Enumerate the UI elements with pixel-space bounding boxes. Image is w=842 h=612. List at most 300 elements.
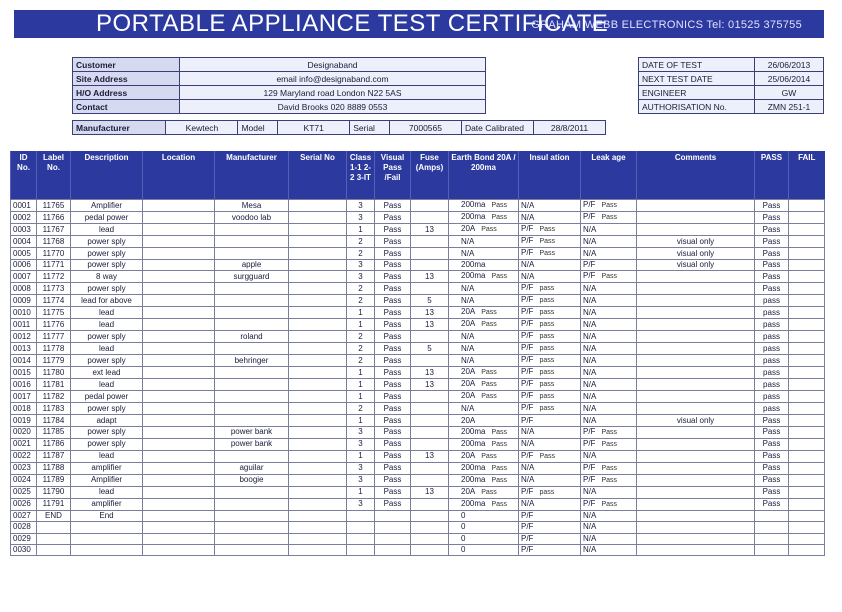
- cell-class: 1: [347, 450, 375, 462]
- cell-visual: Pass: [375, 367, 411, 379]
- cell-label: 11783: [37, 403, 71, 415]
- cell-visual: Pass: [375, 283, 411, 295]
- cell-fail: [789, 533, 825, 544]
- test-info-row: [639, 58, 824, 72]
- cell-earth-bond: [449, 379, 519, 391]
- earth-result: Pass: [491, 440, 508, 448]
- cell-location: [143, 271, 215, 283]
- insulation-value: N/A: [521, 475, 535, 485]
- cell-pass: pass: [755, 319, 789, 331]
- cell-id: 0022: [11, 450, 37, 462]
- serial-label: Serial: [350, 121, 390, 135]
- cell-class: [347, 510, 375, 521]
- title-banner: [14, 10, 824, 38]
- cell-serial: [289, 415, 347, 426]
- cell-fail: [789, 462, 825, 474]
- cell-fuse: 13: [411, 307, 449, 319]
- insulation-result: pass: [539, 285, 555, 293]
- cell-class: [347, 533, 375, 544]
- cell-class: 2: [347, 403, 375, 415]
- cell-serial: [289, 307, 347, 319]
- info-value: 129 Maryland road London N22 5AS: [180, 86, 486, 100]
- cell-manufacturer: [215, 295, 289, 307]
- cell-insulation: [519, 474, 581, 486]
- cell-manufacturer: [215, 236, 289, 248]
- cell-earth-bond: [449, 498, 519, 510]
- cell-id: 0016: [11, 379, 37, 391]
- cell-insulation: [519, 544, 581, 555]
- insulation-value: N/A: [521, 463, 535, 473]
- table-row: [11, 474, 825, 486]
- insulation-result: pass: [539, 321, 555, 329]
- cell-manufacturer: boogie: [215, 474, 289, 486]
- earth-value: 200ma: [461, 438, 486, 448]
- cell-label: 11786: [37, 438, 71, 450]
- cell-visual: Pass: [375, 331, 411, 343]
- insulation-result: pass: [539, 309, 555, 317]
- cell-manufacturer: aguilar: [215, 462, 289, 474]
- test-info-row: [639, 100, 824, 114]
- cell-comments: [637, 343, 755, 355]
- test-info-label: DATE OF TEST: [639, 58, 755, 72]
- cell-earth-bond: [449, 260, 519, 271]
- cell-class: [347, 544, 375, 555]
- cell-description: power sply: [71, 426, 143, 438]
- cell-leakage: [581, 367, 637, 379]
- cell-pass: Pass: [755, 248, 789, 260]
- cell-earth-bond: [449, 486, 519, 498]
- leakage-value: P/F: [583, 212, 596, 221]
- leakage-value: N/A: [583, 224, 597, 234]
- cell-leakage: [581, 391, 637, 403]
- earth-value: 200ma: [461, 200, 486, 209]
- cell-description: lead: [71, 343, 143, 355]
- cell-insulation: [519, 331, 581, 343]
- leakage-result: Pass: [601, 476, 618, 484]
- earth-value: 20A: [461, 367, 476, 377]
- cell-visual: Pass: [375, 343, 411, 355]
- insulation-result: Pass: [539, 250, 556, 257]
- insulation-value: P/F: [521, 545, 534, 555]
- insulation-value: N/A: [521, 212, 535, 222]
- cell-description: Amplifier: [71, 200, 143, 212]
- cell-label: 11777: [37, 331, 71, 343]
- cell-location: [143, 260, 215, 271]
- cell-description: power sply: [71, 260, 143, 271]
- cell-class: 1: [347, 379, 375, 391]
- cell-visual: [375, 522, 411, 533]
- earth-value: 20A: [461, 415, 476, 425]
- cell-comments: [637, 379, 755, 391]
- cell-location: [143, 486, 215, 498]
- cell-insulation: [519, 271, 581, 283]
- cell-insulation: [519, 450, 581, 462]
- insulation-result: Pass: [539, 238, 556, 245]
- calibrated-label: Date Calibrated: [461, 121, 533, 135]
- cell-leakage: [581, 438, 637, 450]
- cell-fail: [789, 415, 825, 426]
- insulation-value: P/F: [521, 319, 534, 329]
- table-row: [11, 295, 825, 307]
- cell-fuse: [411, 522, 449, 533]
- cell-leakage: [581, 271, 637, 283]
- cell-earth-bond: [449, 426, 519, 438]
- cell-class: 2: [347, 283, 375, 295]
- customer-info-row: [73, 100, 486, 114]
- cell-class: 1: [347, 367, 375, 379]
- cell-fail: [789, 331, 825, 343]
- cell-insulation: [519, 355, 581, 367]
- cell-id: 0007: [11, 271, 37, 283]
- cell-leakage: [581, 224, 637, 236]
- cell-earth-bond: [449, 319, 519, 331]
- cell-visual: Pass: [375, 200, 411, 212]
- cell-class: 1: [347, 319, 375, 331]
- cell-serial: [289, 426, 347, 438]
- cell-fail: [789, 367, 825, 379]
- cell-label: 11774: [37, 295, 71, 307]
- cell-description: power sply: [71, 438, 143, 450]
- table-row: [11, 391, 825, 403]
- earth-value: 20A: [461, 391, 476, 401]
- leakage-value: N/A: [583, 510, 597, 520]
- cell-id: 0026: [11, 498, 37, 510]
- earth-value: 0: [461, 510, 466, 520]
- cell-insulation: [519, 200, 581, 212]
- insulation-value: N/A: [521, 499, 535, 509]
- earth-result: Pass: [481, 393, 497, 401]
- column-header: Leak age: [581, 151, 637, 200]
- cell-leakage: [581, 510, 637, 521]
- earth-value: 200ma: [461, 212, 486, 221]
- cell-id: 0030: [11, 544, 37, 555]
- cell-serial: [289, 403, 347, 415]
- cell-pass: Pass: [755, 212, 789, 224]
- cell-visual: Pass: [375, 236, 411, 248]
- cell-description: End: [71, 510, 143, 521]
- cell-label: [37, 522, 71, 533]
- insulation-result: Pass: [539, 452, 556, 460]
- insulation-result: pass: [539, 297, 555, 305]
- cell-comments: visual only: [637, 260, 755, 271]
- cell-pass: Pass: [755, 498, 789, 510]
- cell-class: 3: [347, 498, 375, 510]
- cell-leakage: [581, 355, 637, 367]
- insulation-value: P/F: [521, 533, 534, 543]
- model-label: Model: [238, 121, 278, 135]
- cell-label: 11775: [37, 307, 71, 319]
- earth-result: Pass: [491, 202, 508, 209]
- cell-manufacturer: [215, 533, 289, 544]
- cell-fuse: 13: [411, 367, 449, 379]
- cell-fuse: [411, 426, 449, 438]
- cell-leakage: [581, 295, 637, 307]
- cell-earth-bond: [449, 510, 519, 521]
- cell-earth-bond: [449, 415, 519, 426]
- column-header: Class 1-1 2-2 3-IT: [347, 151, 375, 200]
- cell-comments: [637, 283, 755, 295]
- earth-result: Pass: [481, 381, 497, 389]
- insulation-value: N/A: [521, 260, 535, 270]
- insulation-result: pass: [539, 488, 555, 496]
- cell-comments: visual only: [637, 415, 755, 426]
- cell-earth-bond: [449, 544, 519, 555]
- cell-label: 11781: [37, 379, 71, 391]
- cell-pass: Pass: [755, 236, 789, 248]
- cell-serial: [289, 510, 347, 521]
- cell-serial: [289, 343, 347, 355]
- cell-comments: [637, 486, 755, 498]
- leakage-value: N/A: [583, 343, 597, 353]
- cell-label: [37, 533, 71, 544]
- table-row: [11, 367, 825, 379]
- cell-comments: [637, 331, 755, 343]
- cell-insulation: [519, 295, 581, 307]
- cell-insulation: [519, 283, 581, 295]
- cell-visual: [375, 533, 411, 544]
- cell-location: [143, 343, 215, 355]
- cell-fuse: [411, 200, 449, 212]
- serial-value: 7000565: [389, 121, 461, 135]
- cell-serial: [289, 200, 347, 212]
- cell-pass: Pass: [755, 260, 789, 271]
- calibrated-value: 28/8/2011: [533, 121, 605, 135]
- cell-insulation: [519, 522, 581, 533]
- cell-comments: [637, 510, 755, 521]
- cell-insulation: [519, 236, 581, 248]
- cell-manufacturer: voodoo lab: [215, 212, 289, 224]
- earth-value: 0: [461, 522, 466, 532]
- earth-value: N/A: [461, 283, 475, 293]
- cell-label: 11779: [37, 355, 71, 367]
- cell-label: 11768: [37, 236, 71, 248]
- cell-label: 11782: [37, 391, 71, 403]
- test-info-label: ENGINEER: [639, 86, 755, 100]
- column-header: Manufacturer: [215, 151, 289, 200]
- cell-fuse: 5: [411, 295, 449, 307]
- cell-visual: [375, 510, 411, 521]
- manufacturer-label: Manufacturer: [73, 121, 166, 135]
- cell-insulation: [519, 498, 581, 510]
- manufacturer-info-table: [72, 120, 606, 135]
- insulation-value: P/F: [521, 367, 534, 377]
- cell-leakage: [581, 474, 637, 486]
- cell-id: 0027: [11, 510, 37, 521]
- cell-id: 0025: [11, 486, 37, 498]
- earth-value: N/A: [461, 331, 475, 341]
- table-row: [11, 307, 825, 319]
- cell-earth-bond: [449, 307, 519, 319]
- cell-comments: [637, 271, 755, 283]
- table-row: [11, 271, 825, 283]
- cell-fuse: [411, 403, 449, 415]
- cell-insulation: [519, 224, 581, 236]
- cell-location: [143, 379, 215, 391]
- table-row: [11, 319, 825, 331]
- cell-manufacturer: [215, 283, 289, 295]
- cell-class: 3: [347, 271, 375, 283]
- cell-fuse: [411, 438, 449, 450]
- info-value: David Brooks 020 8889 0553: [180, 100, 486, 114]
- cell-pass: pass: [755, 343, 789, 355]
- earth-result: Pass: [481, 488, 497, 496]
- cell-leakage: [581, 379, 637, 391]
- cell-id: 0010: [11, 307, 37, 319]
- test-info-table: [638, 57, 824, 114]
- cell-serial: [289, 212, 347, 224]
- cell-class: 3: [347, 200, 375, 212]
- cell-pass: Pass: [755, 462, 789, 474]
- cell-pass: Pass: [755, 224, 789, 236]
- cell-label: 11778: [37, 343, 71, 355]
- cell-location: [143, 522, 215, 533]
- cell-earth-bond: [449, 367, 519, 379]
- cell-manufacturer: behringer: [215, 355, 289, 367]
- cell-leakage: [581, 533, 637, 544]
- cell-class: 1: [347, 415, 375, 426]
- customer-info-row: [73, 86, 486, 100]
- leakage-value: N/A: [583, 248, 597, 258]
- cell-fuse: 13: [411, 224, 449, 236]
- column-header: Insul ation: [519, 151, 581, 200]
- leakage-value: P/F: [583, 462, 596, 472]
- cell-manufacturer: [215, 319, 289, 331]
- cell-location: [143, 248, 215, 260]
- table-row: [11, 498, 825, 510]
- cell-insulation: [519, 438, 581, 450]
- cell-comments: [637, 224, 755, 236]
- cell-earth-bond: [449, 462, 519, 474]
- cell-insulation: [519, 260, 581, 271]
- cell-id: 0021: [11, 438, 37, 450]
- column-header: Earth Bond 20A / 200ma: [449, 151, 519, 200]
- cell-serial: [289, 236, 347, 248]
- earth-value: 20A: [461, 379, 476, 389]
- cell-fail: [789, 510, 825, 521]
- cell-insulation: [519, 533, 581, 544]
- earth-value: N/A: [461, 355, 475, 365]
- cell-serial: [289, 248, 347, 260]
- cell-pass: pass: [755, 391, 789, 403]
- cell-serial: [289, 450, 347, 462]
- cell-description: lead: [71, 379, 143, 391]
- cell-earth-bond: [449, 248, 519, 260]
- cell-comments: [637, 212, 755, 224]
- cell-class: 2: [347, 236, 375, 248]
- cell-leakage: [581, 307, 637, 319]
- earth-value: 200ma: [461, 474, 486, 484]
- cell-serial: [289, 367, 347, 379]
- cell-label: 11772: [37, 271, 71, 283]
- cell-class: 3: [347, 212, 375, 224]
- earth-value: 20A: [461, 224, 476, 233]
- insulation-result: pass: [539, 357, 555, 365]
- manufacturer-value: Kewtech: [166, 121, 238, 135]
- cell-comments: [637, 391, 755, 403]
- cell-manufacturer: apple: [215, 260, 289, 271]
- column-header: Comments: [637, 151, 755, 200]
- cell-fail: [789, 403, 825, 415]
- cell-label: [37, 544, 71, 555]
- cell-pass: pass: [755, 403, 789, 415]
- cell-manufacturer: surgguard: [215, 271, 289, 283]
- cell-visual: Pass: [375, 224, 411, 236]
- cell-class: 1: [347, 486, 375, 498]
- leakage-value: N/A: [583, 533, 597, 543]
- cell-location: [143, 498, 215, 510]
- cell-id: 0018: [11, 403, 37, 415]
- cell-label: 11791: [37, 498, 71, 510]
- cell-class: 2: [347, 343, 375, 355]
- cell-comments: [637, 474, 755, 486]
- cell-id: 0013: [11, 343, 37, 355]
- cell-location: [143, 236, 215, 248]
- customer-info-table: [72, 57, 486, 114]
- insulation-value: P/F: [521, 450, 534, 460]
- cell-comments: visual only: [637, 248, 755, 260]
- cell-visual: Pass: [375, 212, 411, 224]
- column-header: Visual Pass /Fail: [375, 151, 411, 200]
- cell-label: 11771: [37, 260, 71, 271]
- cell-fail: [789, 260, 825, 271]
- cell-fuse: [411, 248, 449, 260]
- cell-fail: [789, 236, 825, 248]
- cell-visual: Pass: [375, 271, 411, 283]
- cell-id: 0011: [11, 319, 37, 331]
- cell-insulation: [519, 248, 581, 260]
- insulation-value: N/A: [521, 200, 535, 210]
- cell-pass: Pass: [755, 283, 789, 295]
- cell-fail: [789, 498, 825, 510]
- cell-leakage: [581, 403, 637, 415]
- info-label: Site Address: [73, 72, 180, 86]
- cell-manufacturer: power bank: [215, 426, 289, 438]
- cell-earth-bond: [449, 403, 519, 415]
- cell-insulation: [519, 367, 581, 379]
- earth-value: 0: [461, 545, 466, 555]
- cell-label: 11776: [37, 319, 71, 331]
- cell-leakage: [581, 522, 637, 533]
- cell-leakage: [581, 544, 637, 555]
- cell-location: [143, 533, 215, 544]
- cell-leakage: [581, 331, 637, 343]
- insulation-value: P/F: [521, 415, 534, 425]
- cell-leakage: [581, 426, 637, 438]
- cell-fail: [789, 319, 825, 331]
- leakage-value: N/A: [583, 545, 597, 555]
- cell-manufacturer: [215, 522, 289, 533]
- cell-comments: [637, 355, 755, 367]
- earth-value: N/A: [461, 403, 475, 413]
- cell-manufacturer: [215, 544, 289, 555]
- cell-pass: pass: [755, 379, 789, 391]
- cell-leakage: [581, 283, 637, 295]
- cell-serial: [289, 224, 347, 236]
- cell-visual: Pass: [375, 474, 411, 486]
- insulation-value: P/F: [521, 236, 534, 245]
- earth-value: 20A: [461, 307, 476, 317]
- cell-leakage: [581, 498, 637, 510]
- cell-pass: Pass: [755, 474, 789, 486]
- cell-leakage: [581, 450, 637, 462]
- cell-insulation: [519, 319, 581, 331]
- cell-comments: [637, 295, 755, 307]
- insulation-result: pass: [539, 333, 555, 341]
- table-row: [11, 426, 825, 438]
- column-header: Location: [143, 151, 215, 200]
- cell-visual: Pass: [375, 307, 411, 319]
- customer-info-row: [73, 72, 486, 86]
